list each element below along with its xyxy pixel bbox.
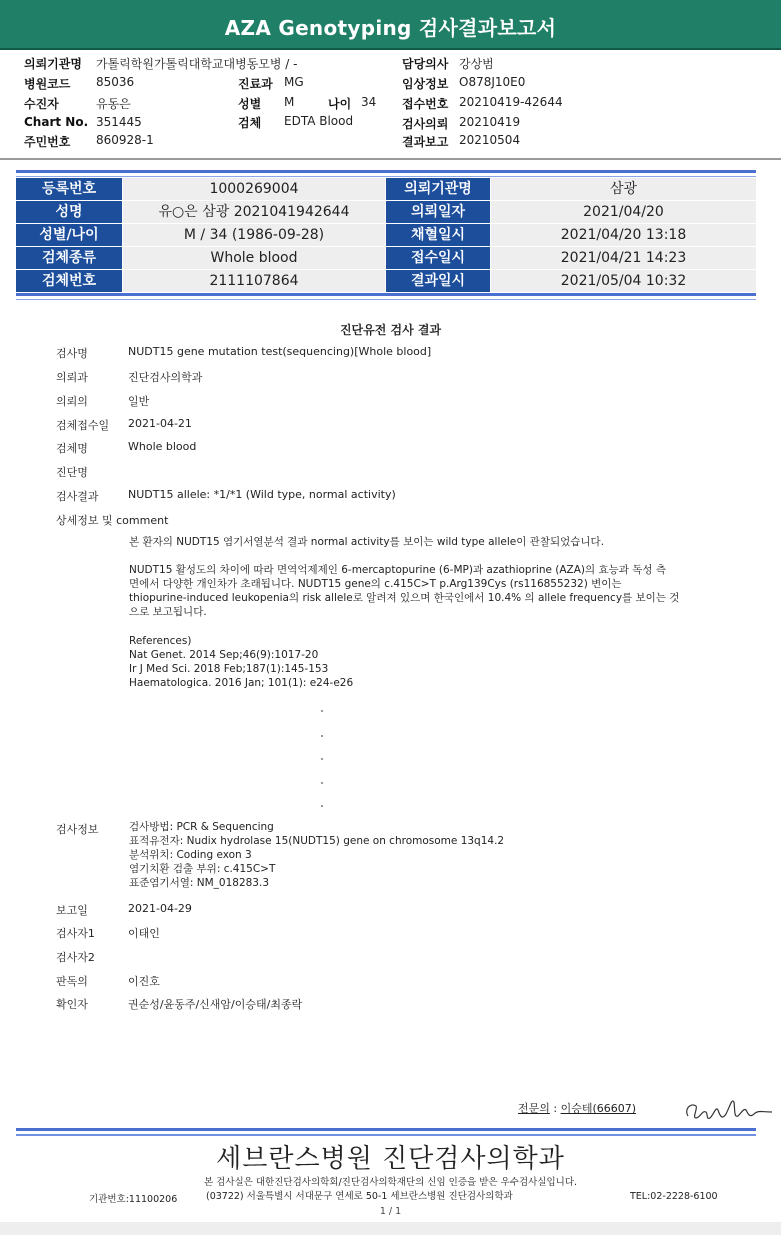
field-value-report-date: 2021-04-29: [128, 902, 192, 915]
test-info-line: 분석위치: Coding exon 3: [129, 849, 252, 861]
header-label-report-date: 결과보고: [402, 135, 449, 149]
spacer-dot: [321, 782, 323, 784]
reference-item: Nat Genet. 2014 Sep;46(9):1017-20: [129, 649, 319, 661]
summary-top-rule: [16, 170, 756, 173]
field-label-test-name: 검사명: [56, 347, 88, 360]
field-label-dept: 의뢰과: [56, 371, 88, 384]
header-value-institution: 가톨릭학원가톨릭대학교대병동모병 / -: [96, 57, 298, 71]
summary-value-reg-no: 1000269004: [123, 178, 385, 200]
footer-rule-thin: [16, 1134, 756, 1136]
field-label-tester1: 검사자1: [56, 927, 95, 940]
summary-top-rule-thin: [16, 176, 756, 177]
footer-rule: [16, 1128, 756, 1131]
header-value-chart-no: 351445: [96, 115, 142, 129]
field-label-doctor: 의뢰의: [56, 395, 88, 408]
address: (03722) 서울특별시 서대문구 연세로 50-1 세브란스병원 진단검사의학과: [206, 1191, 513, 1202]
summary-label-sex-age: 성별/나이: [16, 224, 122, 246]
field-value-confirmer: 권순성/윤동주/신새암/이승태/최종락: [128, 998, 303, 1011]
header-label-institution: 의뢰기관명: [24, 57, 82, 71]
header-label-receipt-no: 접수번호: [402, 97, 449, 111]
summary-value-specimen-type: Whole blood: [123, 247, 385, 269]
test-info-line: 검사방법: PCR & Sequencing: [129, 821, 274, 833]
summary-label-collection: 채혈일시: [386, 224, 490, 246]
summary-bottom-rule-thin: [16, 299, 756, 300]
page-number: 1 / 1: [379, 1206, 402, 1217]
header-value-request-date: 20210419: [459, 115, 521, 129]
header-value-sex: M: [284, 95, 295, 109]
header-value-age: 34: [361, 95, 377, 109]
spacer-dot: [321, 735, 323, 737]
field-label-reader: 판독의: [56, 975, 88, 988]
field-label-result: 검사결과: [56, 490, 99, 503]
summary-value-receipt: 2021/04/21 14:23: [491, 247, 756, 269]
header-value-clinical-info: O878J10E0: [459, 75, 526, 89]
reference-item: Haematologica. 2016 Jan; 101(1): e24-e26: [129, 677, 354, 689]
field-label-tester2: 검사자2: [56, 951, 95, 964]
header-value-specimen: EDTA Blood: [284, 114, 354, 128]
section-title: 진단유전 검사 결과: [339, 323, 442, 337]
header-value-receipt-no: 20210419-42644: [459, 95, 563, 109]
field-label-detail: 상세정보 및 comment: [56, 514, 169, 527]
field-label-specimen: 검체명: [56, 442, 88, 455]
summary-value-request-date: 2021/04/20: [491, 201, 756, 223]
header-value-resident-no: 860928-1: [96, 133, 154, 147]
summary-value-sex-age: M / 34 (1986-09-28): [123, 224, 385, 246]
signature-image: [680, 1092, 776, 1126]
contact-name: 이승테(66607): [560, 1102, 637, 1115]
header-label-resident-no: 주민번호: [24, 135, 71, 149]
header-label-hospital-code: 병원코드: [24, 77, 71, 91]
test-info-line: 표준염기서열: NM_018283.3: [129, 877, 269, 889]
comment-line: NUDT15 활성도의 차이에 따라 면역억제제인 6-mercaptopurine (6-MP)과 azathioprine (AZA)의 효능과 독성 측: [129, 564, 667, 576]
header-value-hospital-code: 85036: [96, 75, 135, 89]
contact-sep: :: [549, 1102, 561, 1115]
comment-summary: 본 환자의 NUDT15 염기서열분석 결과 normal activity를 보이는 wild type allele이 관찰되었습니다.: [129, 536, 605, 548]
comment-line: 면에서 다양한 개인차가 초래됩니다. NUDT15 gene의 c.415C>T p.Arg139Cys (rs116855232) 변이는: [129, 578, 622, 590]
header-label-clinical-info: 임상정보: [402, 77, 449, 91]
header-label-request-date: 검사의뢰: [402, 117, 449, 131]
summary-label-reg-no: 등록번호: [16, 178, 122, 200]
spacer-dot: [321, 710, 323, 712]
summary-value-institution: 삼광: [491, 178, 756, 200]
comment-line: thiopurine-induced leukopenia의 risk allele로 알려져 있으며 한국인에서 10.4% 의 allele frequency를 보이는 것: [129, 592, 680, 604]
header-value-department: MG: [284, 75, 304, 89]
hospital-name: 세브란스병원 진단검사의학과: [216, 1144, 565, 1174]
references-heading: References): [129, 635, 192, 647]
header-label-doctor: 담당의사: [402, 57, 449, 71]
summary-value-name: 유○은 삼광 2021041942644: [123, 201, 385, 223]
summary-value-specimen-no: 2111107864: [123, 270, 385, 292]
header-label-sex: 성별: [238, 97, 262, 111]
header-label-department: 진료과: [238, 77, 273, 91]
summary-label-name: 성명: [16, 201, 122, 223]
field-value-doctor: 일반: [128, 395, 150, 408]
summary-value-result: 2021/05/04 10:32: [491, 270, 756, 292]
specialist-contact: [518, 1100, 636, 1116]
field-value-receipt-date: 2021-04-21: [128, 417, 192, 430]
comment-line: 으로 보고됩니다.: [129, 606, 207, 618]
field-value-dept: 진단검사의학과: [128, 371, 203, 384]
contact-label: 전문의: [518, 1102, 550, 1115]
field-label-test-info: 검사정보: [56, 823, 99, 836]
test-info-line: 표적유전자: Nudix hydrolase 15(NUDT15) gene on chromosome 13q14.2: [129, 835, 505, 847]
field-value-result: NUDT15 allele: *1/*1 (Wild type, normal activity): [128, 488, 396, 501]
field-value-specimen: Whole blood: [128, 440, 197, 453]
summary-value-collection: 2021/04/20 13:18: [491, 224, 756, 246]
field-label-receipt-date: 검체접수일: [56, 419, 110, 432]
header-divider: [0, 158, 781, 160]
test-info-line: 염기치환 검출 부위: c.415C>T: [129, 863, 276, 875]
header-label-patient: 수진자: [24, 97, 59, 111]
summary-label-result: 결과일시: [386, 270, 490, 292]
institution-number: 기관번호:11100206: [89, 1194, 178, 1205]
summary-label-receipt: 접수일시: [386, 247, 490, 269]
summary-label-request-date: 의뢰일자: [386, 201, 490, 223]
field-value-tester1: 이태인: [128, 927, 160, 940]
header-label-age: 나이: [328, 97, 352, 111]
header-value-patient: 유동은: [96, 97, 131, 111]
summary-label-specimen-no: 검체번호: [16, 270, 122, 292]
summary-bottom-rule: [16, 293, 756, 296]
header-value-doctor: 강상범: [459, 57, 494, 71]
header-value-report-date: 20210504: [459, 133, 521, 147]
page-footer-band: [0, 1222, 781, 1235]
report-title: AZA Genotyping 검사결과보고서: [224, 16, 557, 40]
field-value-test-name: NUDT15 gene mutation test(sequencing)[Whole blood]: [128, 345, 432, 358]
summary-label-institution: 의뢰기관명: [386, 178, 490, 200]
reference-item: Ir J Med Sci. 2018 Feb;187(1):145-153: [129, 663, 329, 675]
field-value-reader: 이진호: [128, 975, 160, 988]
summary-label-specimen-type: 검체종류: [16, 247, 122, 269]
spacer-dot: [321, 805, 323, 807]
field-label-report-date: 보고일: [56, 904, 88, 917]
telephone: TEL:02-2228-6100: [630, 1191, 718, 1202]
spacer-dot: [321, 758, 323, 760]
header-label-specimen: 검체: [238, 116, 262, 130]
title-bar: [0, 0, 781, 50]
field-label-diagnosis: 진단명: [56, 466, 88, 479]
field-label-confirmer: 확인자: [56, 998, 88, 1011]
header-label-chart-no: Chart No.: [24, 115, 89, 129]
certification-note: 본 검사실은 대한진단검사의학회/진단검사의학재단의 신임 인증을 받은 우수검사실입니다.: [203, 1177, 578, 1188]
